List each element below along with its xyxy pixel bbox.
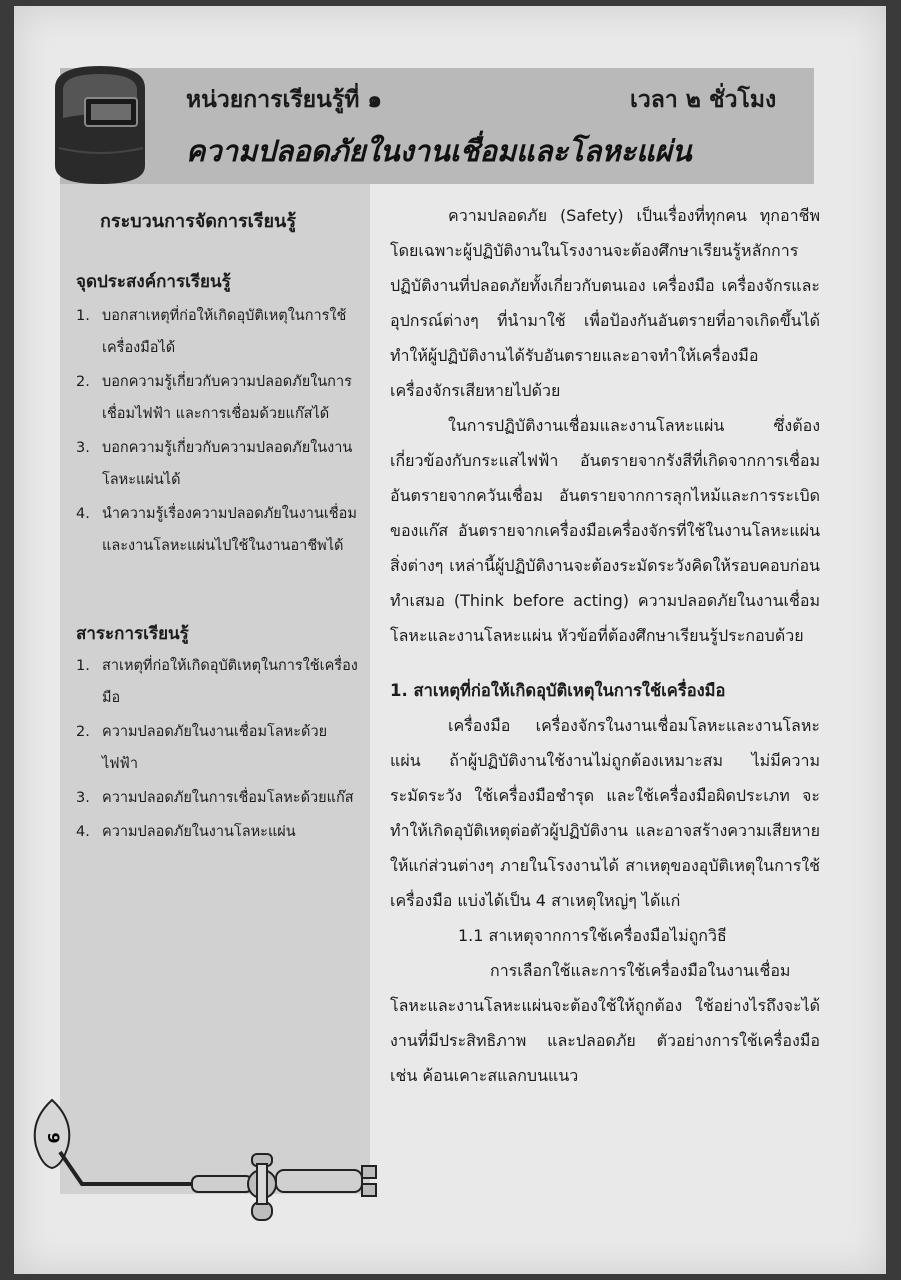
- welding-torch-icon: [52, 1140, 392, 1230]
- content-title: สาระการเรียนรู้: [76, 624, 189, 644]
- section-heading: 1. สาเหตุที่ก่อให้เกิดอุบัติเหตุในการใช้เครื่องมือ: [390, 681, 726, 700]
- list-item: 3. ความปลอดภัยในการเชื่อมโลหะด้วยแก๊ส: [76, 790, 354, 806]
- list-item: 3. บอกความรู้เกี่ยวกับความปลอดภัยในงานโลหะแผ่นได้: [76, 440, 353, 488]
- paragraph: การเลือกใช้และการใช้เครื่องมือในงานเชื่อมโลหะและงานโลหะแผ่นจะต้องใช้ให้ถูกต้อง ใช้อย่างไรถึงจะได้งานที่มีประสิทธิภาพ และปลอดภัย ตัวอย่างการใช้เครื่องมือ เช่น ค้อนเคาะสแลกบนแนว: [390, 961, 820, 1085]
- main-text: [390, 198, 820, 1093]
- list-item: 4. ความปลอดภัยในงานโลหะแผ่น: [76, 824, 296, 840]
- paragraph: เครื่องมือ เครื่องจักรในงานเชื่อมโลหะและงานโลหะแผ่น ถ้าผู้ปฏิบัติงานใช้งานไม่ถูกต้องเหมาะสม ไม่มีความระมัดระวัง ใช้เครื่องมือชำรุด และใช้เครื่องมือผิดประเภท จะทำให้เกิดอุบัติเหตุต่อตัวผู้ปฏิบัติงาน และอาจสร้างความเสียหายให้แก่ส่วนต่างๆ ภายในโรงงานได้ สาเหตุของอุบัติเหตุในการใช้เครื่องมือ แบ่งได้เป็น 4 สาเหตุใหญ่ๆ ได้แก่: [390, 716, 820, 910]
- content-list: [76, 650, 360, 850]
- list-item: 1. บอกสาเหตุที่ก่อให้เกิดอุบัติเหตุในการใช้เครื่องมือได้: [76, 308, 347, 356]
- page-number: 9: [44, 1132, 63, 1144]
- welding-helmet-icon: [45, 58, 155, 188]
- unit-label: หน่วยการเรียนรู้ที่ ๑: [186, 87, 383, 113]
- unit-title: ความปลอดภัยในงานเชื่อมและโลหะแผ่น: [186, 134, 692, 168]
- paragraph: ความปลอดภัย (Safety) เป็นเรื่องที่ทุกคน ทุกอาชีพโดยเฉพาะผู้ปฏิบัติงานในโรงงานจะต้องศึกษาเรียนรู้หลักการปฏิบัติงานที่ปลอดภัยทั้งเกี่ยวกับตนเอง เครื่องมือ เครื่องจักรและอุปกรณ์ต่างๆ ที่นำมาใช้ เพื่อป้องกันอันตรายที่อาจเกิดขึ้นได้ ทำให้ผู้ปฏิบัติงานได้รับอันตรายและอาจทำให้เครื่องมือ เครื่องจักรเสียหายไปด้วย: [390, 206, 820, 400]
- list-item: 1. สาเหตุที่ก่อให้เกิดอุบัติเหตุในการใช้เครื่องมือ: [76, 658, 358, 706]
- list-item: 4. นำความรู้เรื่องความปลอดภัยในงานเชื่อมและงานโลหะแผ่นไปใช้ในงานอาชีพได้: [76, 506, 357, 554]
- time-label: เวลา ๒ ชั่วโมง: [630, 87, 777, 113]
- sidebar-heading: กระบวนการจัดการเรียนรู้: [100, 211, 296, 232]
- paragraph: ในการปฏิบัติงานเชื่อมและงานโลหะแผ่น ซึ่งต้องเกี่ยวข้องกับกระแสไฟฟ้า อันตรายจากรังสีที่เกิดจากการเชื่อม อันตรายจากควันเชื่อม อันตรายจากการลุกไหม้และการระเบิดของแก๊ส อันตรายจากเครื่องมือเครื่องจักรที่ใช้ในงานโลหะแผ่น สิ่งต่างๆ เหล่านี้ผู้ปฏิบัติงานจะต้องระมัดระวังคิดให้รอบคอบก่อนทำเสมอ (Think before acting) ความปลอดภัยในงานเชื่อมโลหะและงานโลหะแผ่น หัวข้อที่ต้องศึกษาเรียนรู้ประกอบด้วย: [390, 416, 820, 645]
- list-item: 2. ความปลอดภัยในงานเชื่อมโลหะด้วยไฟฟ้า: [76, 724, 328, 772]
- objectives-title: จุดประสงค์การเรียนรู้: [76, 272, 231, 292]
- objectives-list: [76, 300, 360, 564]
- list-item: 2. บอกความรู้เกี่ยวกับความปลอดภัยในการเชื่อมไฟฟ้า และการเชื่อมด้วยแก๊สได้: [76, 374, 352, 422]
- subsection-heading: 1.1 สาเหตุจากการใช้เครื่องมือไม่ถูกวิธี: [458, 926, 727, 945]
